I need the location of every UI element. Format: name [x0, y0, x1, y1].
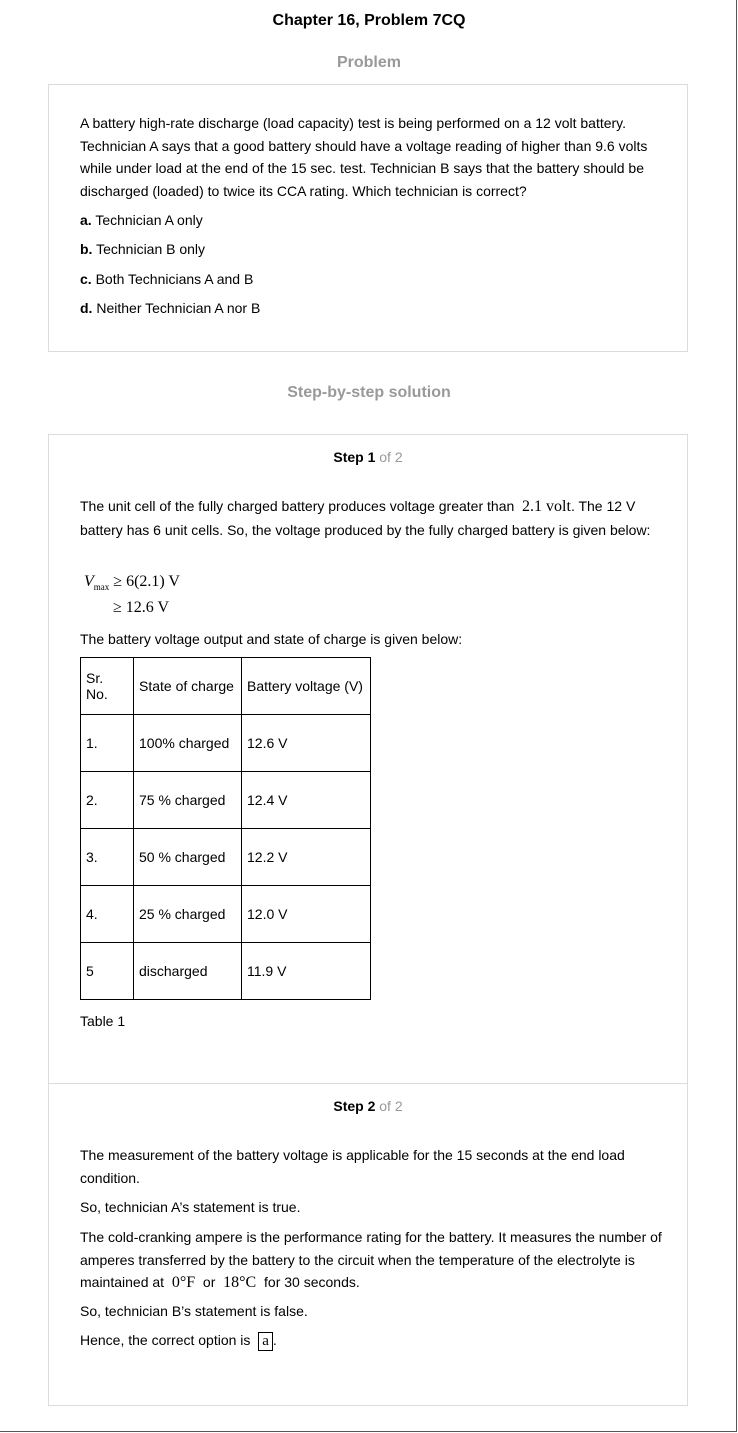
table-header-row: [81, 658, 371, 715]
problem-box: [48, 84, 688, 352]
p5-text: Hence, the correct option is: [80, 1332, 251, 1348]
table-row: [81, 886, 371, 943]
step1-header: [49, 449, 687, 465]
p5-end: .: [272, 1332, 277, 1348]
eq-rhs: ≥ 6(2.1) V: [113, 573, 180, 590]
table-cell: 100% charged: [134, 715, 242, 772]
table-row: [81, 715, 371, 772]
table-intro: The battery voltage output and state of charge is given below:: [80, 631, 463, 647]
eq-subscript: max: [93, 582, 110, 593]
step2-header: [49, 1098, 687, 1114]
solution-heading: Step-by-step solution: [287, 384, 451, 401]
option-text: Neither Technician A nor B: [96, 300, 261, 316]
problem-text: A battery high-rate discharge (load capacity) test is being performed on a 12 volt battery. Technician A says that a good battery should have a voltage reading of higher than 9.6 volts while under load at the end of the 15 sec. test. Technician B says that the battery should be discharged (loaded) to twice its CCA rating. Which technician is correct?: [80, 115, 648, 199]
option-text: Technician B only: [96, 241, 206, 257]
table-cell: 12.2 V: [242, 829, 371, 886]
table-header-cell: Battery voltage (V): [242, 658, 371, 715]
table-cell: 50 % charged: [134, 829, 242, 886]
option-a: [80, 212, 203, 228]
step2-paragraph-4: So, technician B’s statement is false.: [80, 1303, 308, 1319]
table-cell: 12.0 V: [242, 886, 371, 943]
step1-intro-b: . The 12 V battery has 6 unit cells. So, the voltage produced by the fully charged battery is given below:: [80, 498, 651, 538]
table-row: [81, 943, 371, 1000]
option-c: [80, 271, 253, 287]
table-header-cell: State of charge: [134, 658, 242, 715]
table-row: [81, 772, 371, 829]
table-cell: 12.4 V: [242, 772, 371, 829]
table-cell: 25 % charged: [134, 886, 242, 943]
eq-variable: V: [84, 573, 94, 590]
option-letter: b.: [80, 241, 93, 257]
table-row: [81, 829, 371, 886]
option-letter: c.: [80, 271, 92, 287]
table-cell: 75 % charged: [134, 772, 242, 829]
step2-paragraph-2: So, technician A’s statement is true.: [80, 1199, 301, 1215]
equation-line-2: ≥ 12.6 V: [113, 599, 170, 616]
option-text: Technician A only: [95, 212, 203, 228]
step2-paragraph-1: The measurement of the battery voltage is applicable for the 15 seconds at the end load condition.: [80, 1147, 625, 1186]
step-divider: [49, 1083, 687, 1084]
p3-math-1: 0°F: [171, 1274, 196, 1291]
table-cell: discharged: [134, 943, 242, 1000]
step1-of: of 2: [379, 449, 403, 465]
table-cell: 3.: [81, 829, 134, 886]
equation-line-1: [84, 573, 180, 592]
charge-table: [80, 657, 371, 1000]
step2-paragraph-5: [80, 1329, 665, 1352]
step1-intro: [80, 495, 665, 541]
table-cell: 11.9 V: [242, 943, 371, 1000]
step2-label: Step 2: [333, 1098, 376, 1114]
table-cell: 4.: [81, 886, 134, 943]
p3-or: or: [202, 1274, 216, 1290]
option-d: [80, 300, 260, 316]
table-cell: 1.: [81, 715, 134, 772]
table-header-cell: Sr. No.: [81, 658, 134, 715]
page-title: Chapter 16, Problem 7CQ: [272, 12, 466, 29]
table-cell: 12.6 V: [242, 715, 371, 772]
table-caption: Table 1: [80, 1013, 126, 1029]
step1-intro-math: 2.1 volt: [522, 498, 571, 515]
answer-box: a: [258, 1332, 273, 1351]
step1-intro-a: The unit cell of the fully charged battery produces voltage greater than: [80, 498, 515, 514]
problem-heading: Problem: [336, 54, 401, 71]
option-letter: d.: [80, 300, 93, 316]
p3-text-a: The cold-cranking ampere is the performance rating for the battery. It measures the number of amperes transferred by the battery to the circuit when the temperature of the electrolyte is maintained at: [80, 1229, 662, 1290]
table-cell: 2.: [81, 772, 134, 829]
p3-text-b: for 30 seconds.: [264, 1274, 360, 1290]
table-cell: 5: [81, 943, 134, 1000]
option-b: [80, 241, 205, 257]
p3-math-2: 18°C: [223, 1274, 257, 1291]
step2-of: of 2: [379, 1098, 403, 1114]
option-text: Both Technicians A and B: [95, 271, 254, 287]
option-letter: a.: [80, 212, 92, 228]
solution-box: [48, 434, 688, 1406]
step1-label: Step 1: [333, 449, 376, 465]
step2-paragraph-3: [80, 1226, 665, 1295]
